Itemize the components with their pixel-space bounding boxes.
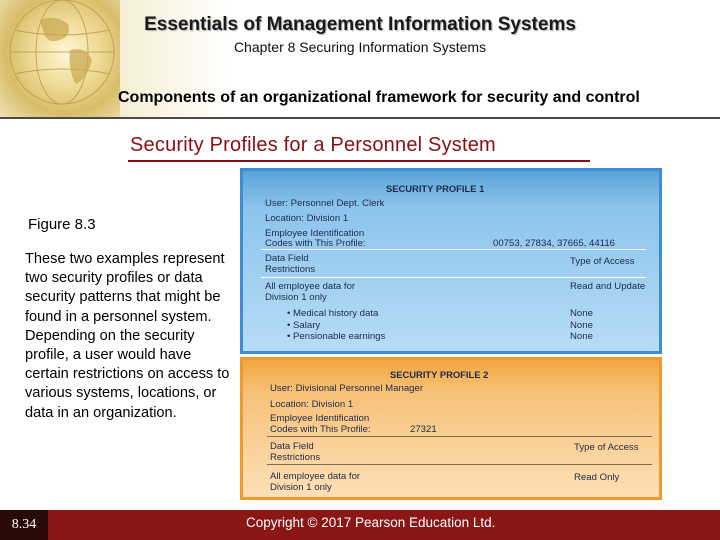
profile-1-item-access: None — [570, 308, 593, 319]
profile-2-rule-1 — [267, 436, 652, 437]
profile-2-location: Location: Division 1 — [270, 399, 354, 410]
profile-1-access-header: Type of Access — [570, 256, 635, 267]
book-title: Essentials of Management Information Systems — [144, 14, 576, 35]
slide-number: 8.34 — [0, 510, 48, 540]
profile-1-rule-1 — [261, 249, 646, 250]
profile-2-codes-label-1: Employee Identification — [270, 413, 370, 424]
profile-2-row-all-access: Read Only — [574, 472, 620, 483]
profile-1-codes-label-2: Codes with This Profile: — [265, 238, 366, 249]
profile-1-item-access: None — [570, 320, 593, 331]
profile-2-user: User: Divisional Personnel Manager — [270, 383, 424, 394]
security-profile-1 — [240, 168, 662, 354]
profile-1-item-label: • Pensionable earnings — [287, 331, 386, 342]
profile-1-user: User: Personnel Dept. Clerk — [265, 198, 385, 209]
section-divider — [128, 160, 590, 162]
profile-1-codes-label-1: Employee Identification — [265, 228, 365, 239]
profile-1-field-label-2: Restrictions — [265, 264, 316, 275]
section-title: Security Profiles for a Personnel System — [130, 134, 496, 156]
profile-2-title: SECURITY PROFILE 2 — [390, 369, 489, 380]
copyright-text: Copyright © 2017 Pearson Education Ltd. — [246, 515, 496, 530]
profile-1-item-label: • Salary — [287, 320, 321, 331]
header-divider — [0, 117, 720, 119]
profile-2-codes-value: 27321 — [410, 424, 437, 435]
security-profile-2 — [240, 357, 662, 500]
figure-description: These two examples represent two security profiles or data security patterns that might be found in a personnel system. Depending on the security profile, a user would have certain restrictions on access to various systems, locations, or data in an organization. — [25, 251, 230, 421]
profile-1-location: Location: Division 1 — [265, 213, 349, 224]
profile-2-row-all-1: All employee data for — [270, 471, 361, 482]
profile-1-item-access: None — [570, 331, 593, 342]
footer-bar — [0, 510, 720, 540]
slide-subtitle: Components of an organizational framework for security and control — [118, 89, 640, 106]
profile-2-codes-label-2: Codes with This Profile: — [270, 424, 371, 435]
profile-2-field-label-2: Restrictions — [270, 452, 321, 463]
profile-2-access-header: Type of Access — [574, 442, 639, 453]
profile-1-row-all-2: Division 1 only — [265, 292, 327, 303]
profile-1-field-label-1: Data Field — [265, 253, 309, 264]
profile-2-rule-2 — [267, 464, 652, 465]
profile-1-row-all-1: All employee data for — [265, 281, 356, 292]
profile-1-title: SECURITY PROFILE 1 — [386, 183, 485, 194]
figure-label: Figure 8.3 — [28, 216, 96, 233]
profile-1-row-all-access: Read and Update — [570, 281, 646, 292]
chapter-title: Chapter 8 Securing Information Systems — [233, 39, 487, 55]
profile-1-item-label: • Medical history data — [287, 308, 379, 319]
profile-2-row-all-2: Division 1 only — [270, 482, 332, 493]
profile-2-field-label-1: Data Field — [270, 441, 314, 452]
profile-1-rule-2 — [261, 277, 646, 278]
profile-1-codes-value: 00753, 27834, 37665, 44116 — [493, 238, 615, 249]
